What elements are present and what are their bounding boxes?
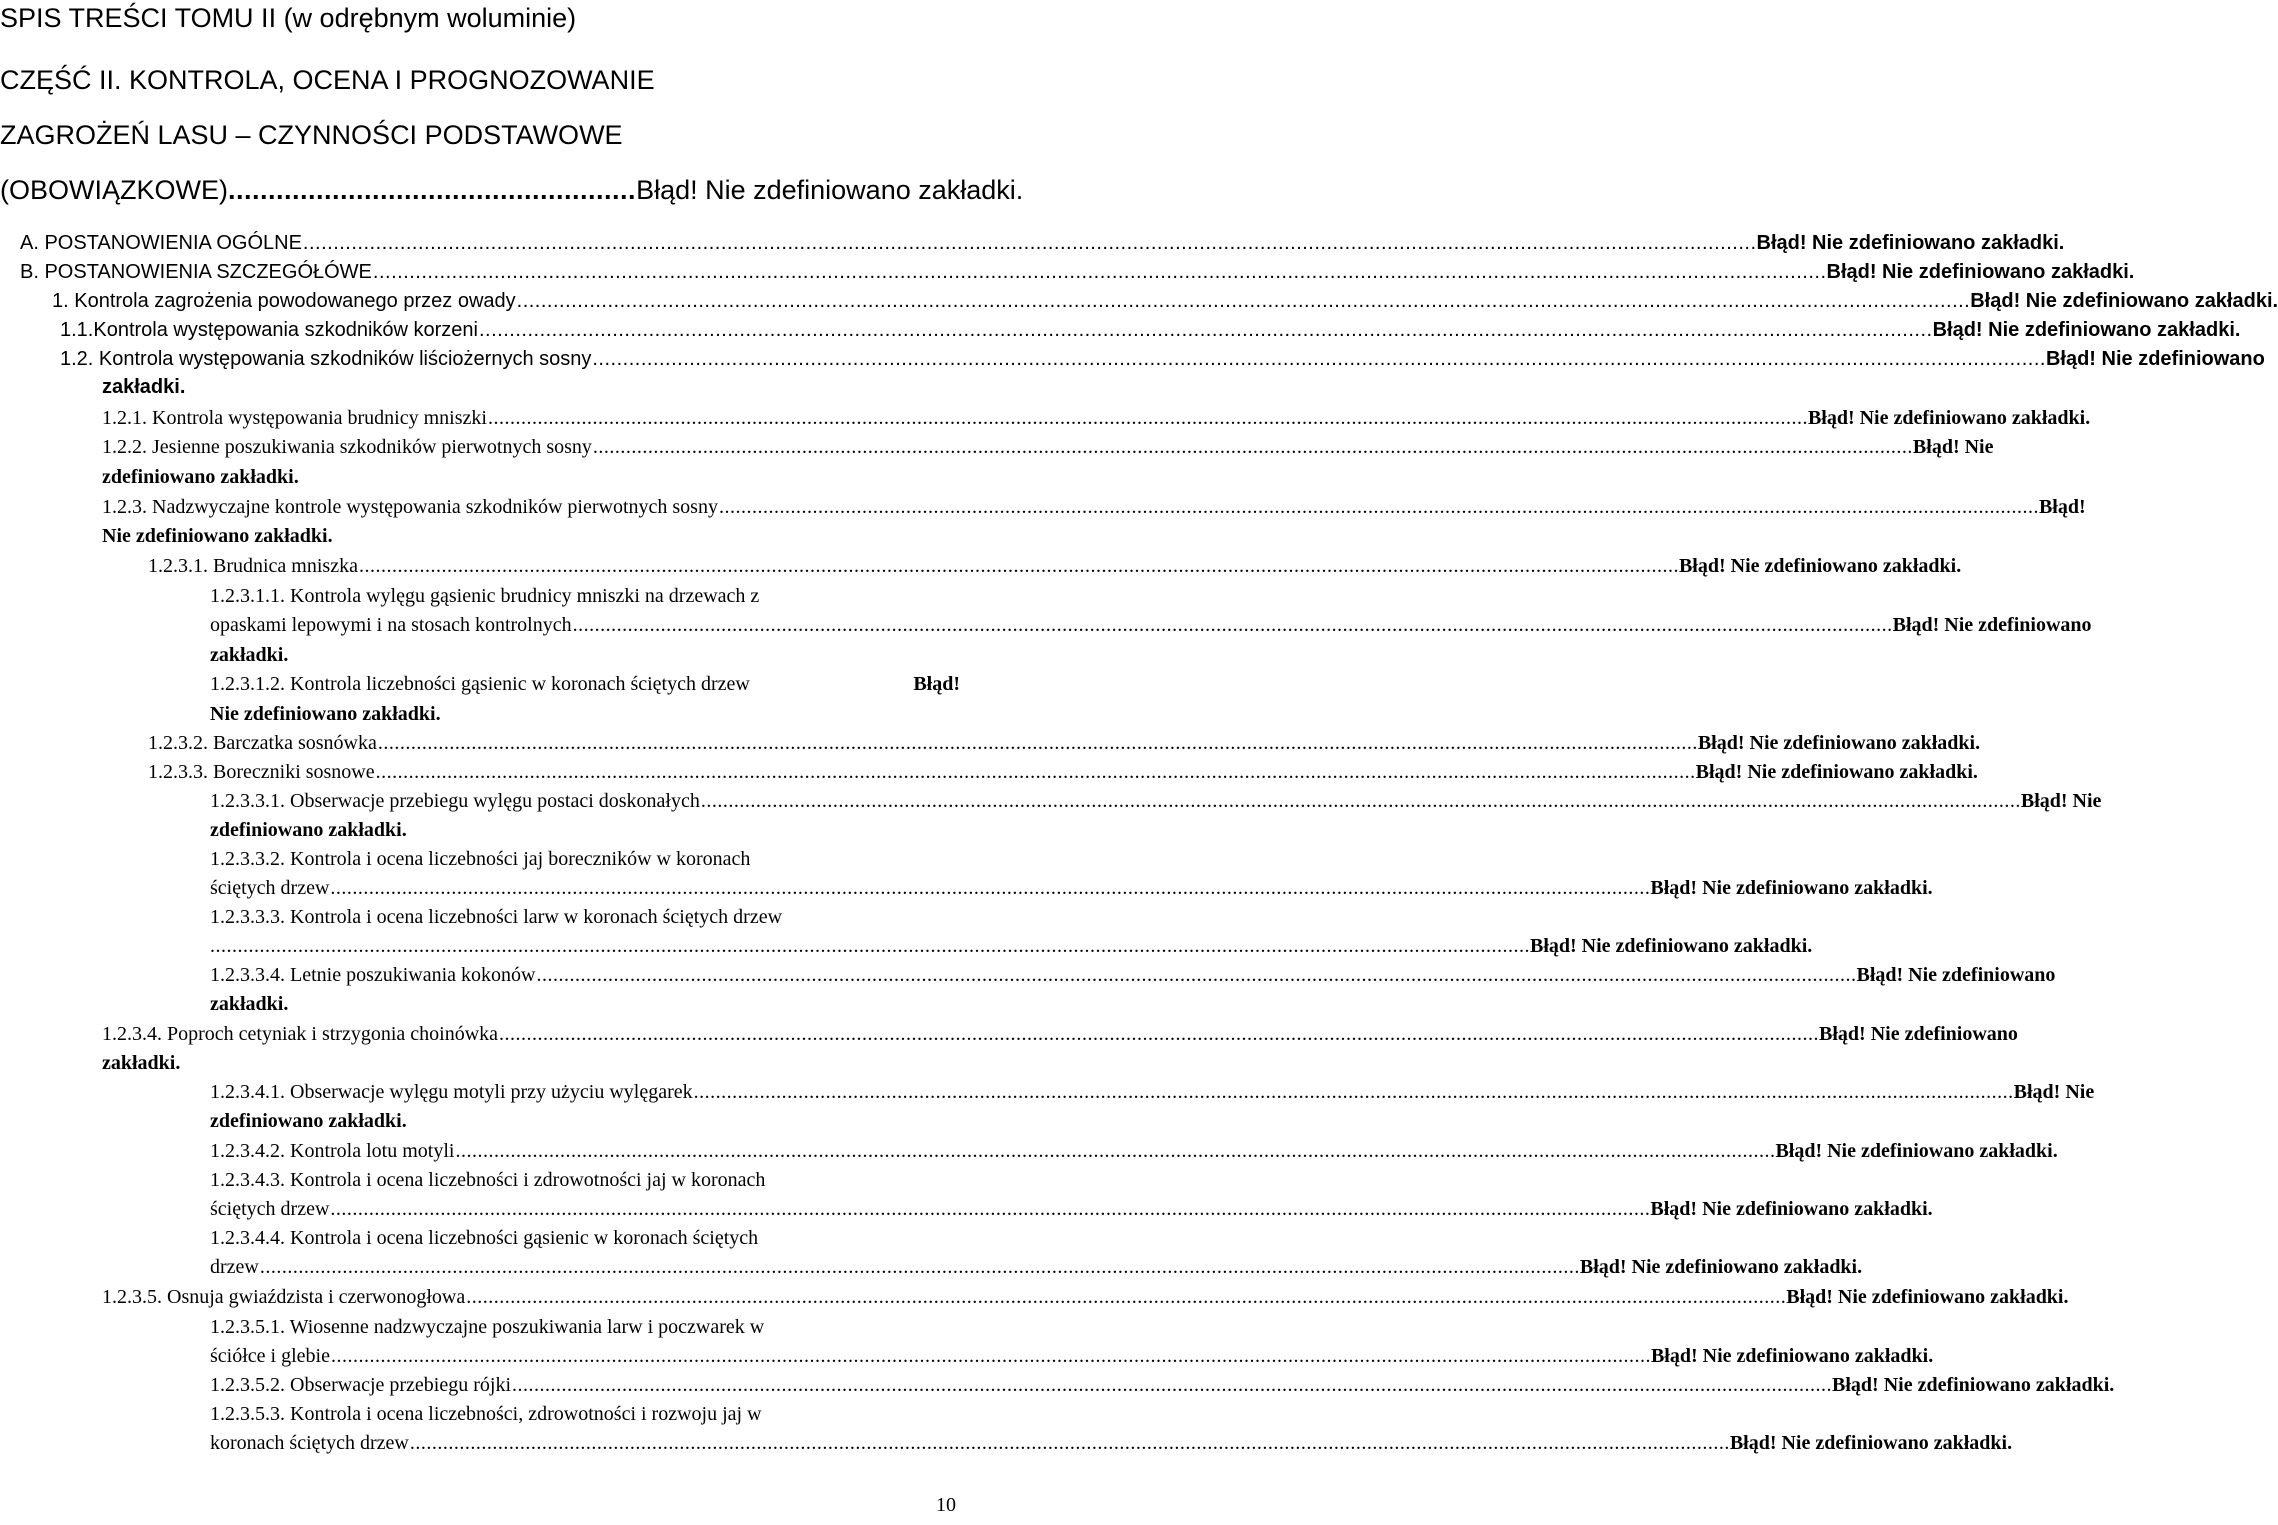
toc-entry[interactable]: 1.2.3.4.4. Kontrola i ocena liczebności gąsienic w koronach ściętych	[210, 1227, 759, 1249]
leader-dots	[260, 1257, 1580, 1277]
toc-entry[interactable]: 1.2.3.3.4. Letnie poszukiwania kokonów ..... Błąd! Nie zdefiniowano	[210, 965, 960, 985]
leader-dots	[573, 615, 1893, 635]
toc-entry[interactable]: 1.2.3.3.2. Kontrola i ocena liczebności jaj boreczników w koronach	[210, 848, 751, 870]
toc-entry[interactable]: 1.2.3.4.2. Kontrola lotu motyli ..... Błąd! Nie zdefiniowano zakładki.	[210, 1141, 960, 1161]
toc-entry[interactable]: 1.2.3.2. Barczatka sosnówka ..... Błąd! Nie zdefiniowano zakładki.	[148, 733, 960, 753]
leader-dots	[376, 762, 1696, 782]
toc-entry-continuation[interactable]: drzew ..... Błąd! Nie zdefiniowano zakładki.	[210, 1257, 960, 1277]
toc-entry-continuation: zakładki.	[102, 376, 186, 398]
toc-entry[interactable]: 1.2.3.5.1. Wiosenne nadzwyczajne poszukiwania larw i poczwarek w	[210, 1316, 765, 1338]
leader-dots	[373, 262, 1827, 282]
leader-dots	[210, 936, 1530, 956]
toc-entry[interactable]: 1.2.3.4.3. Kontrola i ocena liczebności i zdrowotności jaj w koronach	[210, 1169, 766, 1191]
leader-dots	[466, 1287, 1786, 1307]
toc-entry[interactable]: 1.2.3. Nadzwyczajne kontrole występowania szkodników pierwotnych sosny ..... Błąd!	[102, 497, 960, 517]
leader-dots	[499, 1024, 1819, 1044]
leader-dots	[479, 320, 1933, 340]
toc-entry[interactable]: 1.2.3.5.3. Kontrola i ocena liczebności, zdrowotności i rozwoju jaj w	[210, 1403, 762, 1425]
toc-entry-continuation[interactable]: ściętych drzew ..... Błąd! Nie zdefiniowano zakładki.	[210, 1199, 960, 1219]
part-heading-line3[interactable]: (OBOWIĄZKOWE)...................................................Błąd! Nie zdefiniowano zakładki.	[0, 175, 1024, 205]
toc-entry-continuation: Nie zdefiniowano zakładki.	[102, 525, 333, 547]
leader-dots	[593, 437, 1913, 457]
toc-entry-continuation: zdefiniowano zakładki.	[210, 1110, 407, 1132]
leader-dots	[701, 791, 2021, 811]
toc-entry[interactable]: 1.2.3.3.3. Kontrola i ocena liczebności larw w koronach ściętych drzew	[210, 906, 783, 928]
leader-dots	[455, 1141, 1775, 1161]
leader-dots	[488, 408, 1808, 428]
part-heading-line1: CZĘŚĆ II. KONTROLA, OCENA I PROGNOZOWANIE	[0, 65, 655, 95]
toc-entry[interactable]: A. POSTANOWIENIA OGÓLNE ..... Błąd! Nie zdefiniowano zakładki.	[20, 233, 960, 253]
toc-entry[interactable]: 1.2.1. Kontrola występowania brudnicy mniszki ..... Błąd! Nie zdefiniowano zakładki.	[102, 408, 960, 428]
toc-entry-continuation: zakładki.	[102, 1052, 181, 1074]
leader-dots	[512, 1375, 1832, 1395]
toc-entry[interactable]: 1.2.3.3. Boreczniki sosnowe ..... Błąd! Nie zdefiniowano zakładki.	[148, 762, 960, 782]
toc-entry[interactable]: 1. Kontrola zagrożenia powodowanego przez owady ..... Błąd! Nie zdefiniowano zakładki.	[52, 291, 960, 311]
leader-dots	[410, 1433, 1730, 1453]
leader-dots	[719, 497, 2039, 517]
toc-entry[interactable]: 1.2.3.5. Osnuja gwiaździsta i czerwonogłowa ..... Błąd! Nie zdefiniowano zakładki.	[102, 1287, 960, 1307]
leader-dots	[330, 878, 1650, 898]
part-heading-line2: ZAGROŻEŃ LASU – CZYNNOŚCI PODSTAWOWE	[0, 120, 623, 150]
toc-entry-continuation: Nie zdefiniowano zakładki.	[210, 703, 441, 725]
toc-entry[interactable]: 1.2.2. Jesienne poszukiwania szkodników pierwotnych sosny ..... Błąd! Nie	[102, 437, 960, 457]
toc-entry-continuation: zakładki.	[210, 644, 289, 666]
toc-entry[interactable]: 1.2.3.5.2. Obserwacje przebiegu rójki ..... Błąd! Nie zdefiniowano zakładki.	[210, 1375, 960, 1395]
toc-entry[interactable]: 1.2.3.1.2. Kontrola liczebności gąsienic w koronach ściętych drzew Błąd!	[210, 673, 960, 695]
leader-dots	[331, 1346, 1651, 1366]
toc-entry[interactable]: 1.1.Kontrola występowania szkodników korzeni ..... Błąd! Nie zdefiniowano zakładki.	[60, 320, 960, 340]
leader-dots	[359, 556, 1679, 576]
leader-dots	[378, 733, 1698, 753]
toc-entry-continuation: zdefiniowano zakładki.	[210, 819, 407, 841]
leader-dots	[517, 291, 1971, 311]
part-error-text: Błąd! Nie zdefiniowano zakładki.	[636, 175, 1024, 205]
page-number: 10	[936, 1494, 956, 1516]
leader-dots	[694, 1082, 2014, 1102]
toc-entry[interactable]: 1.2.3.1. Brudnica mniszka ..... Błąd! Nie zdefiniowano zakładki.	[148, 556, 960, 576]
toc-entry-continuation[interactable]: ściętych drzew ..... Błąd! Nie zdefiniowano zakładki.	[210, 878, 960, 898]
toc-entry[interactable]: B. POSTANOWIENIA SZCZEGÓŁÓWE ..... Błąd! Nie zdefiniowano zakładki.	[20, 262, 960, 282]
leader-dots	[303, 233, 1757, 253]
leader-dots	[330, 1199, 1650, 1219]
toc-entry-continuation: zakładki.	[210, 993, 289, 1015]
toc-entry[interactable]: 1.2.3.3.1. Obserwacje przebiegu wylęgu postaci doskonałych ..... Błąd! Nie	[210, 791, 960, 811]
toc-entry-continuation[interactable]: koronach ściętych drzew ..... Błąd! Nie zdefiniowano zakładki.	[210, 1433, 960, 1453]
toc-entry-continuation: zdefiniowano zakładki.	[102, 466, 299, 488]
leader-dots	[537, 965, 1857, 985]
toc-entry-continuation[interactable]: opaskami lepowymi i na stosach kontrolnych ..... Błąd! Nie zdefiniowano	[210, 615, 960, 635]
toc-entry[interactable]: 1.2.3.1.1. Kontrola wylęgu gąsienic brudnicy mniszki na drzewach z	[210, 585, 760, 607]
toc-entry-continuation[interactable]: ściółce i glebie ..... Błąd! Nie zdefiniowano zakładki.	[210, 1346, 960, 1366]
toc-entry[interactable]: 1.2.3.4.1. Obserwacje wylęgu motyli przy użyciu wylęgarek ..... Błąd! Nie	[210, 1082, 960, 1102]
toc-entry[interactable]: 1.2.3.4. Poproch cetyniak i strzygonia choinówka ..... Błąd! Nie zdefiniowano	[102, 1024, 960, 1044]
toc-entry[interactable]: 1.2. Kontrola występowania szkodników liściożernych sosny ..... Błąd! Nie zdefiniowano	[60, 349, 960, 369]
toc-entry-continuation[interactable]: ..... Błąd! Nie zdefiniowano zakładki.	[210, 936, 960, 956]
toc-title: SPIS TREŚCI TOMU II (w odrębnym woluminie)	[0, 3, 577, 33]
